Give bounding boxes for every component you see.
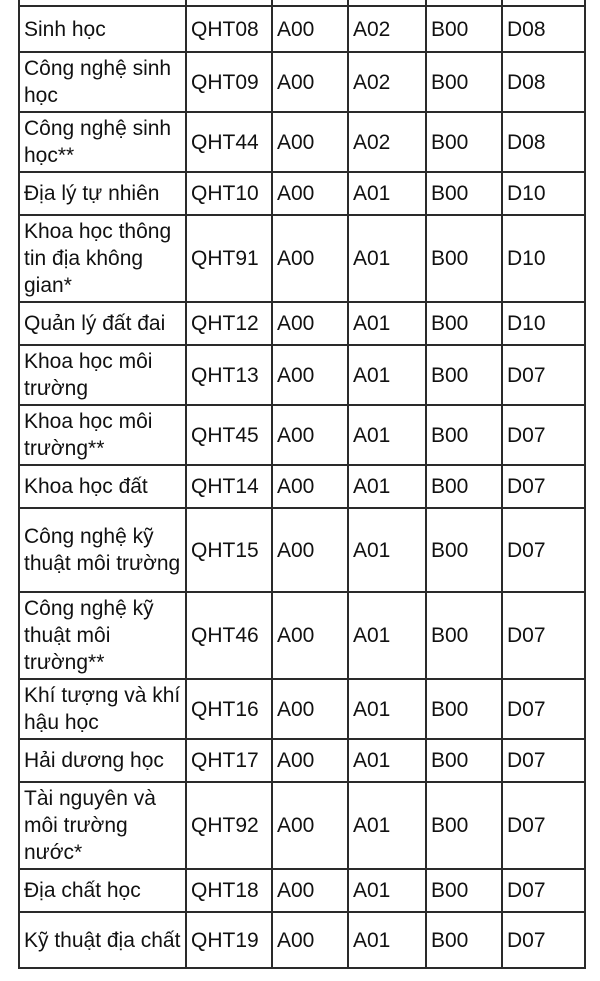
subject-combo-4-cell: D08 (502, 6, 585, 52)
admissions-table-container (18, 0, 584, 969)
program-code-cell: QHT16 (186, 679, 272, 739)
subject-combo-1-cell: A00 (272, 782, 348, 869)
subject-combo-1-cell: A00 (272, 345, 348, 405)
subject-combo-1-cell: A00 (272, 912, 348, 968)
program-name-cell: Công nghệ sinh học** (19, 112, 186, 172)
subject-combo-3-cell: B00 (426, 465, 502, 508)
subject-combo-3-cell: B00 (426, 112, 502, 172)
subject-combo-4-cell: D07 (502, 679, 585, 739)
program-name-cell: Khoa học đất (19, 465, 186, 508)
subject-combo-2-cell: A01 (348, 508, 426, 592)
subject-combo-4-cell: D07 (502, 912, 585, 968)
program-code-cell: QHT45 (186, 405, 272, 465)
subject-combo-1-cell: A00 (272, 6, 348, 52)
subject-combo-1-cell: A00 (272, 508, 348, 592)
subject-combo-1-cell: A00 (272, 739, 348, 782)
subject-combo-4-cell: D07 (502, 592, 585, 679)
program-name-cell: Khí tượng và khí hậu học (19, 679, 186, 739)
table-row (19, 6, 585, 52)
program-code-cell: QHT13 (186, 345, 272, 405)
admissions-table (18, 0, 586, 969)
subject-combo-3-cell: B00 (426, 592, 502, 679)
subject-combo-2-cell: A01 (348, 912, 426, 968)
subject-combo-4-cell: D07 (502, 782, 585, 869)
subject-combo-4-cell: D07 (502, 508, 585, 592)
program-name-cell: Địa chất học (19, 869, 186, 912)
table-row (19, 912, 585, 968)
program-code-cell: QHT10 (186, 172, 272, 215)
program-name-cell: Sinh học (19, 6, 186, 52)
program-name-cell: Địa lý tự nhiên (19, 172, 186, 215)
table-row (19, 508, 585, 592)
subject-combo-3-cell: B00 (426, 52, 502, 112)
program-code-cell: QHT17 (186, 739, 272, 782)
subject-combo-3-cell: B00 (426, 869, 502, 912)
subject-combo-4-cell: D08 (502, 52, 585, 112)
subject-combo-3-cell: B00 (426, 172, 502, 215)
table-row (19, 172, 585, 215)
table-row (19, 592, 585, 679)
program-name-cell: Hải dương học (19, 739, 186, 782)
subject-combo-1-cell: A00 (272, 52, 348, 112)
program-code-cell: QHT46 (186, 592, 272, 679)
subject-combo-1-cell: A00 (272, 172, 348, 215)
program-name-cell: Công nghệ sinh học (19, 52, 186, 112)
table-row (19, 465, 585, 508)
program-code-cell: QHT19 (186, 912, 272, 968)
subject-combo-4-cell: D10 (502, 215, 585, 302)
table-row (19, 302, 585, 345)
program-name-cell: Tài nguyên và môi trường nước* (19, 782, 186, 869)
subject-combo-2-cell: A01 (348, 405, 426, 465)
subject-combo-3-cell: B00 (426, 405, 502, 465)
subject-combo-1-cell: A00 (272, 215, 348, 302)
subject-combo-2-cell: A01 (348, 679, 426, 739)
subject-combo-1-cell: A00 (272, 112, 348, 172)
program-code-cell: QHT91 (186, 215, 272, 302)
table-row (19, 52, 585, 112)
table-row (19, 679, 585, 739)
subject-combo-3-cell: B00 (426, 912, 502, 968)
program-code-cell: QHT18 (186, 869, 272, 912)
program-name-cell: Kỹ thuật địa chất (19, 912, 186, 968)
subject-combo-1-cell: A00 (272, 592, 348, 679)
subject-combo-3-cell: B00 (426, 508, 502, 592)
subject-combo-2-cell: A01 (348, 345, 426, 405)
subject-combo-4-cell: D10 (502, 172, 585, 215)
program-code-cell: QHT12 (186, 302, 272, 345)
table-row (19, 405, 585, 465)
subject-combo-2-cell: A01 (348, 739, 426, 782)
table-row (19, 215, 585, 302)
subject-combo-3-cell: B00 (426, 782, 502, 869)
subject-combo-1-cell: A00 (272, 465, 348, 508)
program-code-cell: QHT08 (186, 6, 272, 52)
program-name-cell: Công nghệ kỹ thuật môi trường (19, 508, 186, 592)
program-name-cell: Khoa học thông tin địa không gian* (19, 215, 186, 302)
subject-combo-2-cell: A02 (348, 112, 426, 172)
program-name-cell: Công nghệ kỹ thuật môi trường** (19, 592, 186, 679)
subject-combo-2-cell: A01 (348, 172, 426, 215)
subject-combo-2-cell: A02 (348, 6, 426, 52)
program-code-cell: QHT14 (186, 465, 272, 508)
subject-combo-3-cell: B00 (426, 739, 502, 782)
subject-combo-4-cell: D10 (502, 302, 585, 345)
program-code-cell: QHT15 (186, 508, 272, 592)
subject-combo-4-cell: D07 (502, 465, 585, 508)
subject-combo-2-cell: A01 (348, 302, 426, 345)
subject-combo-4-cell: D07 (502, 869, 585, 912)
subject-combo-2-cell: A01 (348, 465, 426, 508)
subject-combo-3-cell: B00 (426, 215, 502, 302)
subject-combo-4-cell: D07 (502, 345, 585, 405)
table-row (19, 739, 585, 782)
subject-combo-2-cell: A01 (348, 215, 426, 302)
subject-combo-3-cell: B00 (426, 302, 502, 345)
subject-combo-1-cell: A00 (272, 405, 348, 465)
subject-combo-1-cell: A00 (272, 869, 348, 912)
program-code-cell: QHT92 (186, 782, 272, 869)
subject-combo-3-cell: B00 (426, 679, 502, 739)
subject-combo-2-cell: A01 (348, 782, 426, 869)
table-row (19, 782, 585, 869)
subject-combo-2-cell: A01 (348, 869, 426, 912)
subject-combo-3-cell: B00 (426, 6, 502, 52)
program-name-cell: Khoa học môi trường** (19, 405, 186, 465)
subject-combo-1-cell: A00 (272, 679, 348, 739)
table-row (19, 345, 585, 405)
program-code-cell: QHT09 (186, 52, 272, 112)
subject-combo-2-cell: A01 (348, 592, 426, 679)
table-row (19, 112, 585, 172)
subject-combo-1-cell: A00 (272, 302, 348, 345)
program-name-cell: Khoa học môi trường (19, 345, 186, 405)
table-row (19, 869, 585, 912)
subject-combo-4-cell: D07 (502, 405, 585, 465)
subject-combo-4-cell: D08 (502, 112, 585, 172)
table-body (19, 0, 585, 968)
subject-combo-3-cell: B00 (426, 345, 502, 405)
program-code-cell: QHT44 (186, 112, 272, 172)
subject-combo-2-cell: A02 (348, 52, 426, 112)
program-name-cell: Quản lý đất đai (19, 302, 186, 345)
subject-combo-4-cell: D07 (502, 739, 585, 782)
